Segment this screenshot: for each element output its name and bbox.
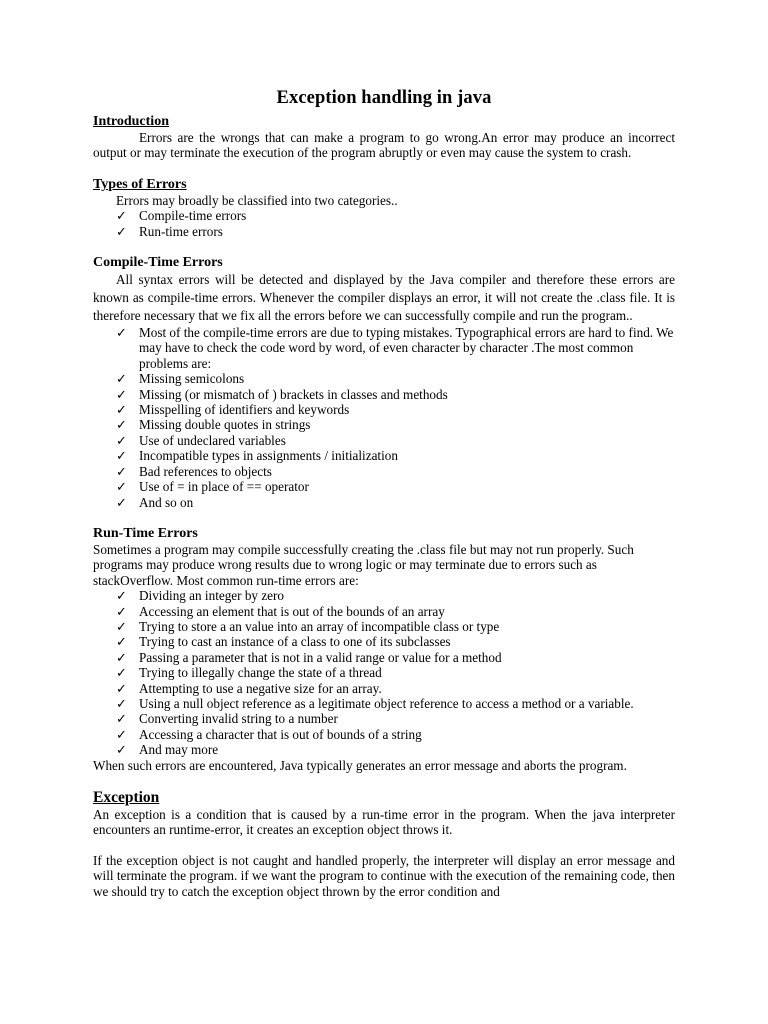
check-icon: ✓ — [116, 371, 128, 387]
list-item — [116, 665, 675, 680]
list-item-text: Most of the compile-time errors are due to typing mistakes. Typographical errors are hard to find. We may have to check the code word by word, of even character by character .The most common problems are: — [139, 325, 674, 371]
list-item-text: Trying to store a an value into an array of incompatible class or type — [139, 618, 500, 634]
check-icon: ✓ — [116, 649, 128, 665]
runtime-paragraph: Sometimes a program may compile successfully creating the .class file but may not run properly. Such programs may produce wrong results due to wrong logic or may terminate due to errors such as stackOverflow. Most common run-time errors are: — [93, 541, 634, 588]
exception-paragraph-1: An exception is a condition that is caused by a run-time error in the program. When the java interpreter encounters an runtime-error, it creates an exception object throws it. — [93, 807, 675, 838]
check-icon: ✓ — [116, 603, 128, 619]
check-icon: ✓ — [116, 223, 128, 239]
heading-run-time-errors: Run-Time Errors — [93, 525, 198, 541]
check-icon: ✓ — [116, 402, 128, 418]
list-item-text: Incompatible types in assignments / initialization — [139, 448, 398, 464]
types-list — [93, 208, 675, 239]
heading-compile-time-errors: Compile-Time Errors — [93, 255, 223, 271]
check-icon: ✓ — [116, 665, 128, 681]
compile-list — [93, 325, 675, 510]
list-item — [116, 479, 675, 494]
list-item — [116, 619, 675, 634]
check-icon: ✓ — [116, 588, 128, 604]
list-item — [116, 371, 675, 386]
check-icon: ✓ — [116, 680, 128, 696]
list-item — [116, 448, 675, 463]
list-item — [116, 208, 675, 223]
list-item — [116, 495, 675, 510]
list-item — [116, 696, 675, 711]
spacer — [93, 161, 675, 177]
list-item-text: Using a null object reference as a legitimate object reference to access a method or a variable. — [139, 695, 634, 711]
list-item-text: Bad references to objects — [139, 463, 272, 479]
list-item — [116, 387, 675, 402]
check-icon: ✓ — [116, 634, 128, 650]
list-item — [116, 727, 675, 742]
list-item-text: Dividing an integer by zero — [139, 588, 285, 604]
check-icon: ✓ — [116, 208, 128, 224]
check-icon: ✓ — [116, 695, 128, 711]
exception-paragraph-2: If the exception object is not caught and handled properly, the interpreter will display an error message and will terminate the program. if we want the program to continue with the execution of the remaining code, then we should try to catch the exception object thrown by the error condition and — [93, 852, 675, 899]
check-icon: ✓ — [116, 479, 128, 495]
list-item-text: Attempting to use a negative size for an array. — [139, 680, 382, 696]
list-item-text: Missing semicolons — [139, 371, 245, 387]
check-icon: ✓ — [116, 448, 128, 464]
spacer — [93, 239, 675, 255]
spacer — [93, 510, 675, 526]
types-lead: Errors may broadly be classified into two categories.. — [116, 192, 398, 208]
check-icon: ✓ — [116, 742, 128, 758]
heading-introduction: Introduction — [93, 114, 169, 129]
list-item — [116, 711, 675, 726]
intro-paragraph: Errors are the wrongs that can make a program to go wrong.An error may produce an incorrect output or may terminate the execution of the program abruptly or even may cause the system to crash. — [93, 130, 675, 161]
list-item — [116, 433, 675, 448]
check-icon: ✓ — [116, 494, 128, 510]
runtime-after: When such errors are encountered, Java typically generates an error message and aborts the program. — [93, 757, 627, 773]
check-icon: ✓ — [116, 463, 128, 479]
list-item-text: Missing (or mismatch of ) brackets in classes and methods — [139, 386, 448, 402]
spacer — [93, 838, 675, 853]
list-item-text: And so on — [139, 494, 194, 510]
list-item-text: Use of = in place of == operator — [139, 479, 309, 495]
list-item-text: Misspelling of identifiers and keywords — [139, 402, 350, 418]
runtime-list — [93, 588, 675, 757]
list-item-text: Trying to illegally change the state of a thread — [139, 665, 382, 681]
list-item-text: Converting invalid string to a number — [139, 711, 338, 727]
list-item — [116, 224, 675, 239]
list-item-text: Trying to cast an instance of a class to one of its subclasses — [139, 634, 451, 650]
list-item — [116, 742, 675, 757]
check-icon: ✓ — [116, 325, 128, 341]
list-item — [116, 681, 675, 696]
spacer — [93, 773, 675, 789]
compile-paragraph: All syntax errors will be detected and displayed by the Java compiler and therefore these errors are known as compile-time errors. Whenever the compiler displays an error, it will not create the .class file. It is therefore necessary that we fix all the errors before we can successfully compile and run the program.. — [93, 272, 675, 324]
list-item-text: Accessing a character that is out of bounds of a string — [139, 726, 422, 742]
list-item — [116, 650, 675, 665]
check-icon: ✓ — [116, 711, 128, 727]
list-item — [116, 604, 675, 619]
check-icon: ✓ — [116, 618, 128, 634]
list-item-text: Run-time errors — [139, 223, 223, 239]
list-item-text: Missing double quotes in strings — [139, 417, 311, 433]
list-item-text: Accessing an element that is out of the bounds of an array — [139, 603, 445, 619]
list-item-text: And may more — [139, 742, 219, 758]
list-item — [116, 417, 675, 432]
check-icon: ✓ — [116, 726, 128, 742]
list-item — [116, 634, 675, 649]
page-title: Exception handling in java — [276, 88, 492, 108]
list-item-text: Use of undeclared variables — [139, 432, 286, 448]
list-item — [116, 464, 675, 479]
list-item-text: Compile-time errors — [139, 208, 247, 224]
list-item — [116, 402, 675, 417]
check-icon: ✓ — [116, 432, 128, 448]
list-item — [116, 588, 675, 603]
list-item-text: Passing a parameter that is not in a valid range or value for a method — [139, 649, 502, 665]
check-icon: ✓ — [116, 386, 128, 402]
heading-types-of-errors: Types of Errors — [93, 176, 187, 192]
list-item — [116, 325, 675, 371]
check-icon: ✓ — [116, 417, 128, 433]
heading-exception: Exception — [93, 789, 160, 806]
